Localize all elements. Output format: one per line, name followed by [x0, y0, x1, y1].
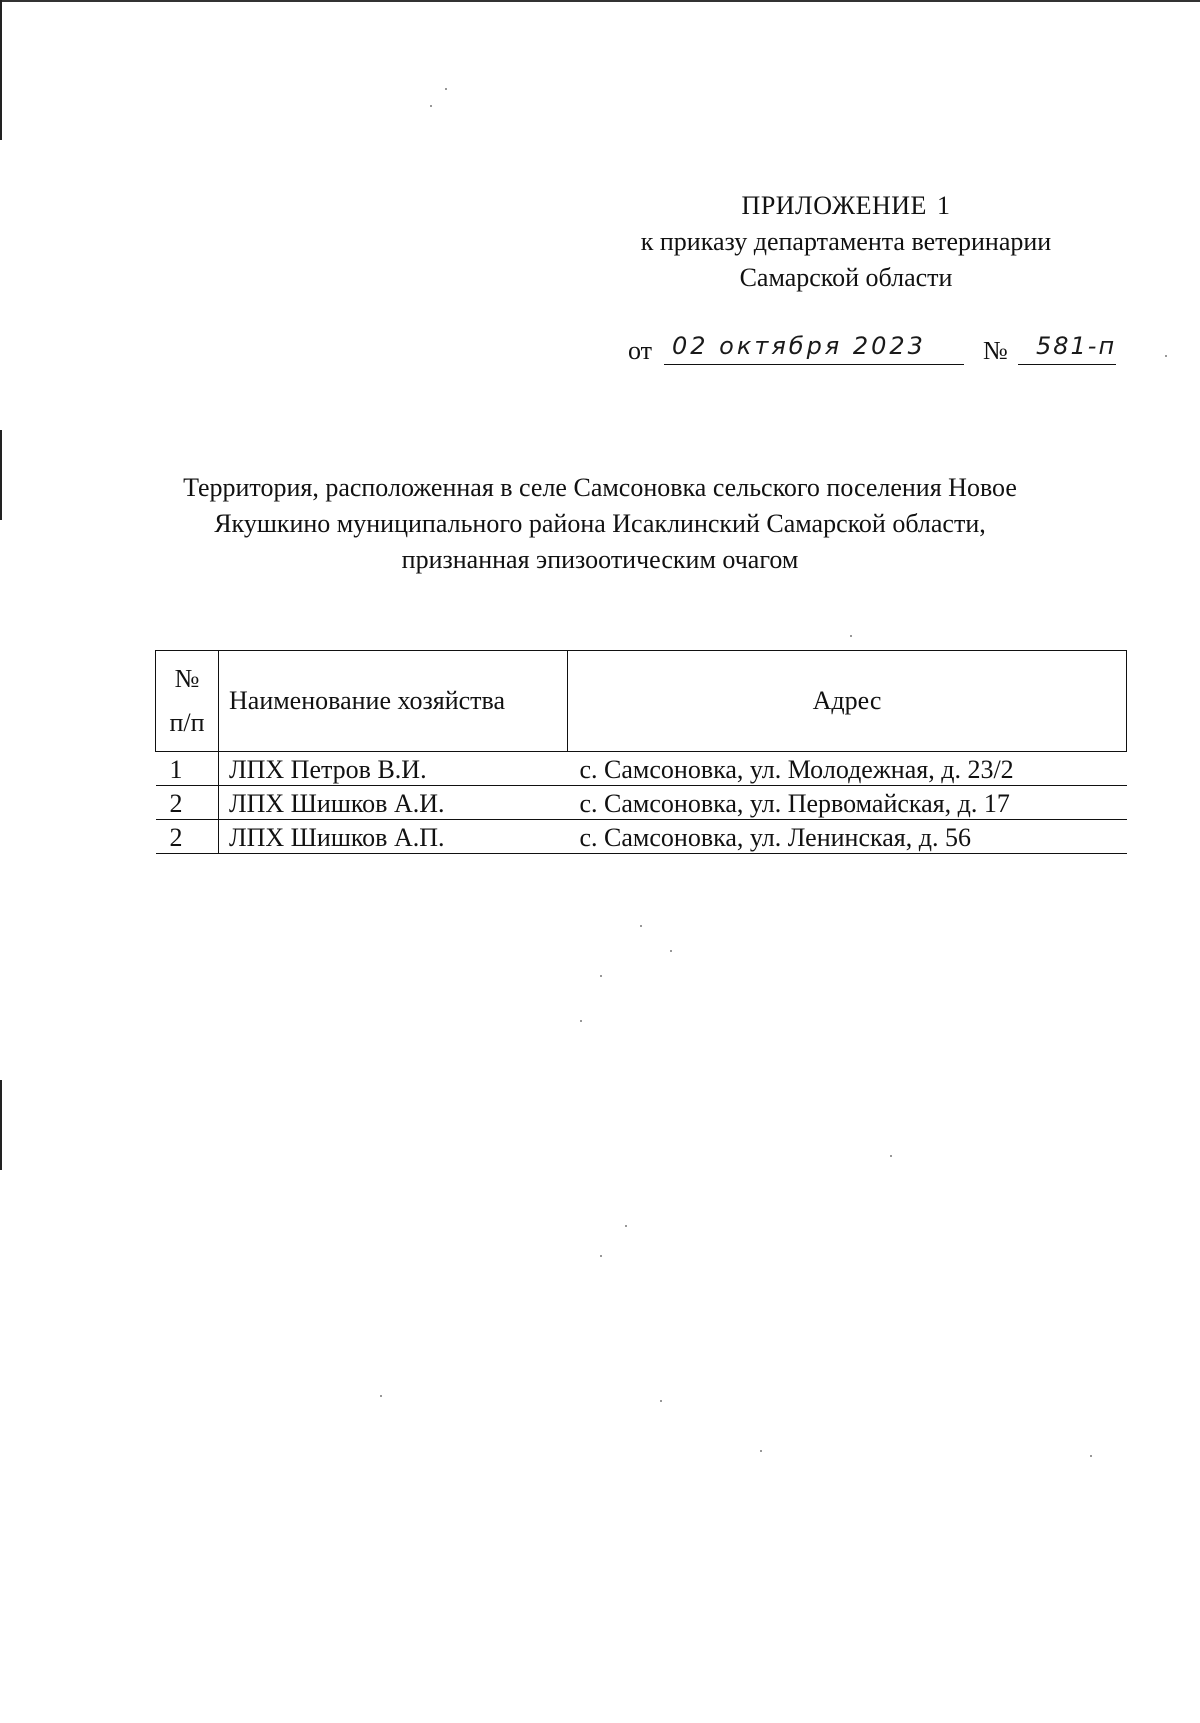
- order-date-prefix: от: [628, 336, 653, 365]
- scan-speck: [660, 1400, 662, 1402]
- row-number: 2: [156, 786, 219, 820]
- heading-line: Якушкино муниципального района Исаклинский Самарской области,: [214, 509, 986, 538]
- scan-speck: [600, 975, 602, 977]
- appendix-block: [586, 188, 1106, 296]
- order-number-label: №: [983, 336, 1008, 365]
- heading-line: признанная эпизоотическим очагом: [401, 545, 799, 574]
- row-farm-name: ЛПХ Шишков А.П.: [219, 820, 568, 854]
- scan-speck: [850, 635, 852, 637]
- heading-line: Территория, расположенная в селе Самсоновка сельского поселения Новое: [183, 473, 1017, 502]
- appendix-number: 1: [936, 191, 951, 220]
- appendix-title: [586, 188, 1106, 224]
- table-row: [156, 786, 1127, 820]
- appendix-title-text: ПРИЛОЖЕНИЕ: [741, 191, 927, 220]
- scan-speck: [445, 88, 447, 90]
- scan-speck: [625, 1225, 627, 1227]
- row-farm-name: ЛПХ Петров В.И.: [219, 752, 568, 786]
- document-heading: [150, 470, 1050, 578]
- scan-speck: [380, 1395, 382, 1397]
- row-number: 1: [156, 752, 219, 786]
- table-row: [156, 752, 1127, 786]
- scan-left-edge-mark: [0, 430, 2, 520]
- order-date-handwritten: 02 октября 2023: [672, 332, 926, 360]
- scan-speck: [890, 1155, 892, 1157]
- order-number-field: [1018, 330, 1116, 365]
- scan-left-edge-mark: [0, 0, 2, 140]
- farms-table-wrapper: [155, 650, 1127, 854]
- appendix-line-order: к приказу департамента ветеринарии: [640, 227, 1052, 256]
- scan-speck: [1165, 355, 1167, 357]
- header-number-symbol: №: [174, 664, 200, 693]
- header-number-abbrev: п/п: [169, 708, 205, 737]
- row-address: с. Самсоновка, ул. Ленинская, д. 56: [568, 820, 1127, 854]
- scan-speck: [760, 1450, 762, 1452]
- scan-speck: [430, 105, 432, 107]
- scan-speck: [670, 950, 672, 952]
- scan-top-edge: [0, 0, 1200, 2]
- table-header-row: [156, 651, 1127, 752]
- header-number: [156, 651, 219, 752]
- order-reference: [628, 330, 1118, 370]
- scan-speck: [600, 1255, 602, 1257]
- scan-left-edge-mark: [0, 1080, 2, 1170]
- scan-speck: [1090, 1455, 1092, 1457]
- appendix-line-region: Самарской области: [739, 263, 953, 292]
- farms-table: [155, 650, 1127, 854]
- row-address: с. Самсоновка, ул. Молодежная, д. 23/2: [568, 752, 1127, 786]
- scan-speck: [640, 925, 642, 927]
- scan-speck: [580, 1020, 582, 1022]
- row-farm-name: ЛПХ Шишков А.И.: [219, 786, 568, 820]
- row-number: 2: [156, 820, 219, 854]
- table-row: [156, 820, 1127, 854]
- header-address: Адрес: [568, 651, 1127, 752]
- order-date-field: [664, 330, 964, 365]
- row-address: с. Самсоновка, ул. Первомайская, д. 17: [568, 786, 1127, 820]
- order-number-handwritten: 581-п: [1036, 332, 1117, 360]
- header-farm-name: Наименование хозяйства: [219, 651, 568, 752]
